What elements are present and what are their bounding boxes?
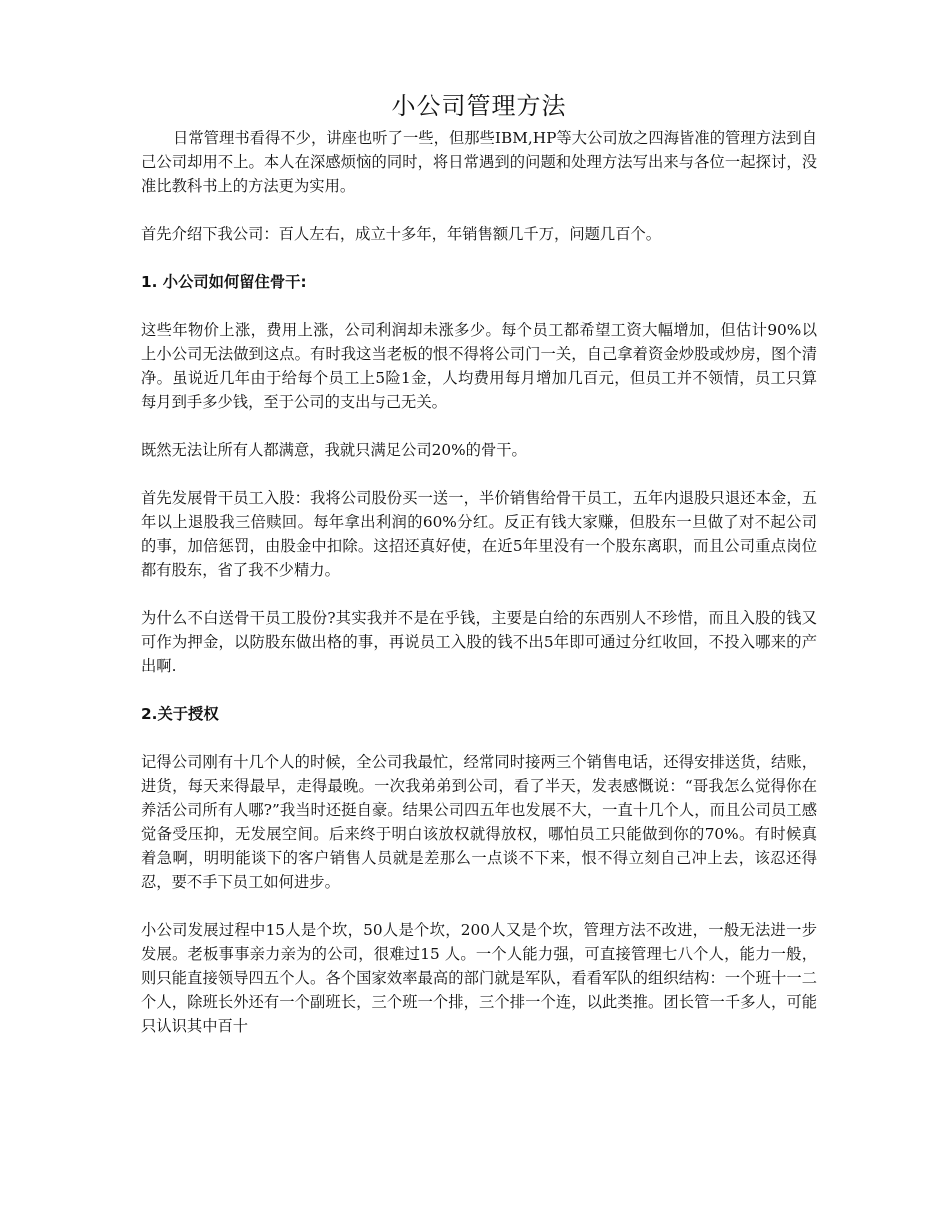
document-title: 小公司管理方法 bbox=[391, 92, 567, 120]
document-body bbox=[141, 88, 817, 1062]
section1-paragraph: 既然无法让所有人都满意，我就只满足公司20%的骨干。 bbox=[141, 441, 527, 459]
section-heading-delegation: 2.关于授权 bbox=[141, 705, 219, 723]
section1-paragraph: 这些年物价上涨，费用上涨，公司利润却未涨多少。每个员工都希望工资大幅增加，但估计90%以上小公司无法做到这点。有时我这当老板的恨不得将公司门一关，自己拿着资金炒股或炒房，图个清净。虽说近几年由于给每个员工上5险1金，人均费用每月增加几百元，但员工并不领情，员工只算每月到手多少钱，至于公司的支出与己无关。 bbox=[141, 321, 817, 411]
section1-paragraph: 为什么不白送骨干员工股份?其实我并不是在乎钱，主要是白给的东西别人不珍惜，而且入股的钱又可作为押金，以防股东做出格的事，再说员工入股的钱不出5年即可通过分红收回，不投入哪来的产出啊. bbox=[141, 609, 817, 675]
section-heading-retain-key-staff: 1. 小公司如何留住骨干: bbox=[141, 273, 307, 291]
section2-paragraph: 记得公司刚有十几个人的时候，全公司我最忙，经常同时接两三个销售电话，还得安排送货，结账，进货，每天来得最早，走得最晚。一次我弟弟到公司，看了半天，发表感慨说：“哥我怎么觉得你在养活公司所有人哪?”我当时还挺自豪。结果公司四五年也发展不大，一直十几个人，而且公司员工感觉备受压抑，无发展空间。后来终于明白该放权就得放权，哪怕员工只能做到你的70%。有时候真着急啊，明明能谈下的客户销售人员就是差那么一点谈不下来，恨不得立刻自己冲上去，该忍还得忍，要不手下员工如何进步。 bbox=[141, 753, 817, 891]
section1-paragraph: 首先发展骨干员工入股：我将公司股份买一送一，半价销售给骨干员工，五年内退股只退还本金，五年以上退股我三倍赎回。每年拿出利润的60%分红。反正有钱大家赚，但股东一旦做了对不起公司的事，加倍惩罚，由股金中扣除。这招还真好使，在近5年里没有一个股东离职，而且公司重点岗位都有股东，省了我不少精力。 bbox=[141, 489, 817, 579]
section2-paragraph: 小公司发展过程中15人是个坎，50人是个坎，200人又是个坎，管理方法不改进，一般无法进一步发展。老板事事亲力亲为的公司，很难过15 人。一个人能力强，可直接管理七八个人，能力一般，则只能直接领导四五个人。各个国家效率最高的部门就是军队，看看军队的组织结构：一个班十一二个人，除班长外还有一个副班长，三个班一个排，三个排一个连，以此类推。团长管一千多人，可能只认识其中百十 bbox=[141, 921, 817, 1035]
company-intro-paragraph: 首先介绍下我公司：百人左右，成立十多年，年销售额几千万，问题几百个。 bbox=[141, 225, 662, 243]
intro-paragraph: 日常管理书看得不少，讲座也听了一些，但那些IBM,HP等大公司放之四海皆准的管理方法到自己公司却用不上。本人在深感烦恼的同时，将日常遇到的问题和处理方法写出来与各位一起探讨，没准比教科书上的方法更为实用。 bbox=[141, 129, 817, 195]
